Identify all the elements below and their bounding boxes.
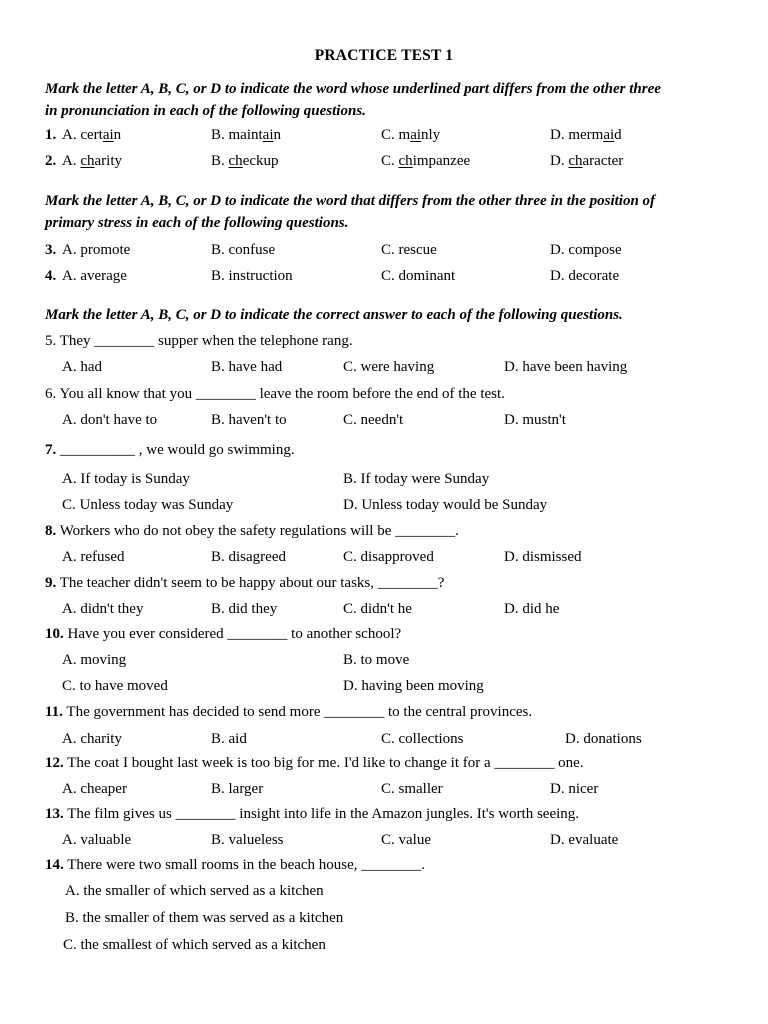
q4-option-b: B. instruction: [211, 268, 293, 284]
q14-option-c: C. the smallest of which served as a kitchen: [63, 937, 326, 953]
q6-option-d: D. mustn't: [504, 412, 566, 428]
q11-option-a: A. charity: [62, 731, 122, 747]
question-8: 8. Workers who do not obey the safety regulations will be ________.: [45, 523, 459, 539]
question-1: [45, 128, 56, 143]
q11-option-c: C. collections: [381, 731, 464, 747]
q3-option-b: B. confuse: [211, 242, 276, 258]
q6-option-c: C. needn't: [343, 412, 404, 428]
question-2: [45, 154, 56, 169]
q9-option-a: A. didn't they: [62, 601, 144, 617]
q14-option-a: A. the smaller of which served as a kitchen: [65, 883, 324, 899]
q9-option-c: C. didn't he: [343, 601, 412, 617]
q2-option-c: C. chimpanzee: [381, 153, 471, 169]
q13-option-c: C. value: [381, 832, 431, 848]
q8-option-d: D. dismissed: [504, 549, 582, 565]
q6-option-b: B. haven't to: [211, 412, 287, 428]
question-3: 3.: [45, 242, 57, 258]
q2-option-a: A. charity: [62, 153, 123, 169]
q5-option-c: C. were having: [343, 359, 435, 375]
q4-option-d: D. decorate: [550, 268, 620, 284]
q7-option-d: D. Unless today would be Sunday: [343, 497, 548, 513]
section2-instruction-line2: primary stress in each of the following questions.: [45, 215, 349, 231]
q11-option-d: D. donations: [565, 731, 642, 747]
q2-option-d: D. character: [550, 153, 624, 169]
question-14: 14. There were two small rooms in the beach house, ________.: [45, 857, 426, 873]
section1-instruction-line1: Mark the letter A, B, C, or D to indicate the word whose underlined part differs from the other three: [45, 81, 661, 97]
q3-option-a: A. promote: [62, 242, 131, 258]
q1-option-a: A. certain: [62, 127, 122, 143]
q1-option-b: B. maintain: [211, 127, 281, 143]
question-5: 5. They ________ supper when the telephone rang.: [45, 333, 353, 349]
q9-option-d: D. did he: [504, 601, 560, 617]
section2-instruction: [45, 190, 735, 234]
q10-option-d: D. having been moving: [343, 678, 484, 694]
q4-option-a: A. average: [62, 268, 127, 284]
q3-option-c: C. rescue: [381, 242, 437, 258]
q7-option-b: B. If today were Sunday: [343, 471, 490, 487]
section3-instruction: Mark the letter A, B, C, or D to indicate the correct answer to each of the following questions.: [45, 307, 623, 323]
q13-option-a: A. valuable: [62, 832, 132, 848]
q4-option-c: C. dominant: [381, 268, 456, 284]
q2-option-b: B. checkup: [211, 153, 279, 169]
question-number: 2.: [45, 153, 57, 169]
q1-option-d: D. mermaid: [550, 127, 622, 143]
q6-option-a: A. don't have to: [62, 412, 158, 428]
question-10: 10. Have you ever considered ________ to another school?: [45, 626, 402, 642]
q5-option-b: B. have had: [211, 359, 283, 375]
section1-instruction: [45, 78, 735, 122]
q14-option-b: B. the smaller of them was served as a kitchen: [65, 910, 344, 926]
q3-option-d: D. compose: [550, 242, 622, 258]
q8-option-a: A. refused: [62, 549, 125, 565]
question-4: 4.: [45, 268, 57, 284]
page-title: PRACTICE TEST 1: [314, 47, 454, 64]
question-9: 9. The teacher didn't seem to be happy about our tasks, ________?: [45, 575, 445, 591]
q7-option-a: A. If today is Sunday: [62, 471, 190, 487]
question-13: 13. The film gives us ________ insight into life in the Amazon jungles. It's worth seeing.: [45, 806, 580, 822]
q12-option-b: B. larger: [211, 781, 264, 797]
q12-option-d: D. nicer: [550, 781, 599, 797]
q5-option-a: A. had: [62, 359, 102, 375]
question-7: 7. __________ , we would go swimming.: [45, 442, 295, 458]
q8-option-b: B. disagreed: [211, 549, 286, 565]
q10-option-b: B. to move: [343, 652, 410, 668]
question-number: 1.: [45, 127, 57, 143]
question-6: 6. You all know that you ________ leave the room before the end of the test.: [45, 386, 505, 402]
q12-option-c: C. smaller: [381, 781, 443, 797]
q12-option-a: A. cheaper: [62, 781, 127, 797]
q13-option-d: D. evaluate: [550, 832, 619, 848]
q8-option-c: C. disapproved: [343, 549, 434, 565]
q13-option-b: B. valueless: [211, 832, 284, 848]
q5-option-d: D. have been having: [504, 359, 628, 375]
question-12: 12. The coat I bought last week is too big for me. I'd like to change it for a ________ one.: [45, 755, 584, 771]
q1-option-c: C. mainly: [381, 127, 441, 143]
section2-instruction-line1: Mark the letter A, B, C, or D to indicate the word that differs from the other three in the position of: [45, 193, 656, 209]
section1-instruction-line2: in pronunciation in each of the following questions.: [45, 103, 366, 119]
question-11: 11. The government has decided to send more ________ to the central provinces.: [45, 704, 533, 720]
q10-option-c: C. to have moved: [62, 678, 168, 694]
q10-option-a: A. moving: [62, 652, 127, 668]
q11-option-b: B. aid: [211, 731, 247, 747]
q9-option-b: B. did they: [211, 601, 278, 617]
q7-option-c: C. Unless today was Sunday: [62, 497, 234, 513]
